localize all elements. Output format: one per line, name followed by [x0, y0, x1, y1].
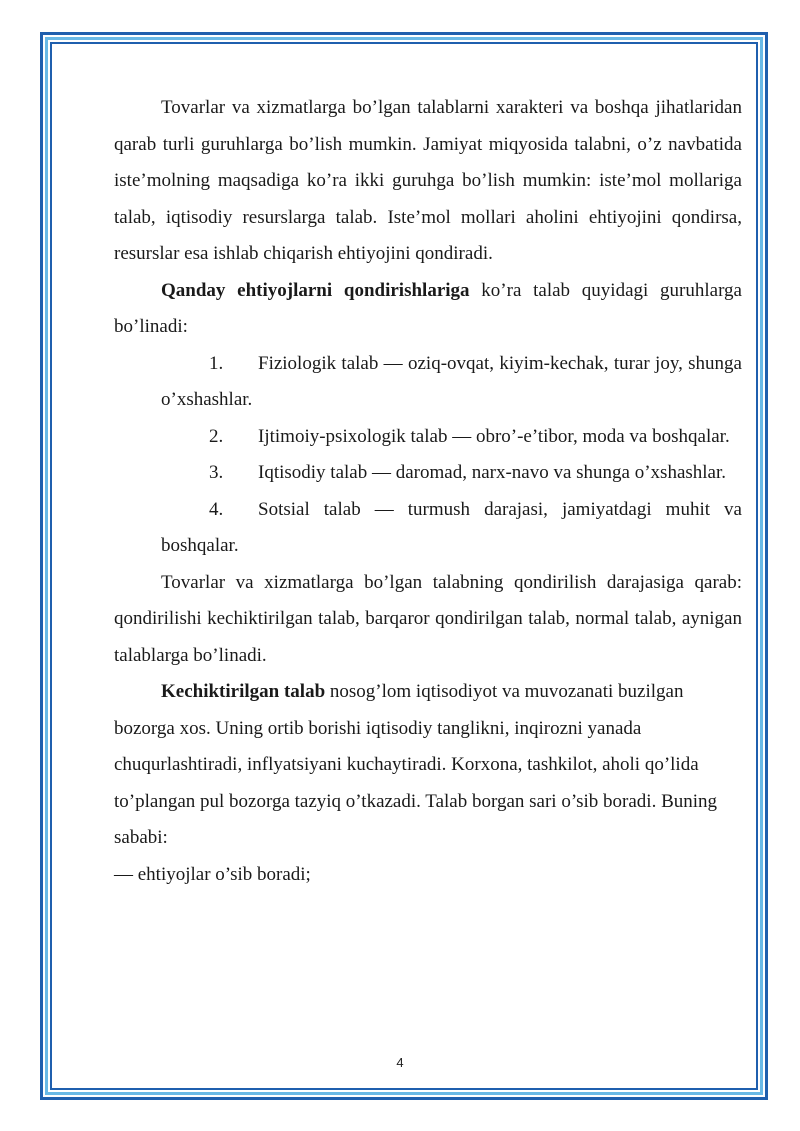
paragraph-demand-groups: Tovarlar va xizmatlarga bo’lgan talablarni xarakteri va boshqa jihatlaridan qarab turli guruhlarga bo’lish mumkin. Jamiyat miqyosida talabni, o’z navbatida iste’molning maqsadiga ko’ra ikki guruhga bo’lish mumkin: iste’mol mollariga talab, iqtisodiy resurslarga talab. Iste’mol mollari aholini ehtiyojini qondirsa, resurslar esa ishlab chiqarish ehtiyojini qondiradi.	[114, 97, 742, 264]
list-item-text: Ijtimoiy-psixologik talab — obro’-e’tibor, moda va boshqalar.	[258, 425, 730, 447]
list-item-text: Iqtisodiy talab — daromad, narx-navo va shunga o’xshashlar.	[258, 462, 727, 483]
paragraph-deferred-demand	[114, 674, 742, 857]
bold-phrase-deferred-demand: Kechiktirilgan talab	[161, 681, 326, 702]
demand-types-list	[114, 346, 742, 565]
list-item	[114, 455, 742, 492]
list-item	[114, 419, 742, 456]
list-item-text: Sotsial talab — turmush darajasi, jamiyatdagi muhit va boshqalar.	[161, 498, 742, 556]
list-item	[114, 346, 742, 419]
paragraph-deferred-demand-rest: nosog’lom iqtisodiyot va muvozanati buzilgan bozorga xos. Uning ortib borishi iqtisodiy tanglikni, inqirozni yanada chuqurlashtiradi, inflyatsiyani kuchaytiradi. Korxona, tashkilot, aholi qo’lida to’plangan pul bozorga tazyiq o’tkazadi. Talab borgan sari o’sib boradi. Buning sababi:	[114, 681, 718, 848]
list-item-number: 1.	[209, 352, 224, 374]
list-item-number: 2.	[209, 425, 224, 447]
paragraph-needs-rest: ko’ra talab quyidagi guruhlarga bo’linadi:	[114, 279, 742, 337]
list-item-number: 3.	[209, 462, 224, 483]
document-body	[114, 90, 742, 893]
list-item	[114, 492, 742, 565]
list-item-text: Fiziologik talab — oziq-ovqat, kiyim-kechak, turar joy, shunga o’xshashlar.	[161, 352, 742, 410]
page-number: 4	[396, 1055, 404, 1070]
bullet-needs-grow: — ehtiyojlar o’sib boradi;	[114, 863, 311, 885]
bold-phrase-needs: Qanday ehtiyojlarni qondirishlariga	[161, 279, 470, 301]
list-item-number: 4.	[209, 498, 224, 520]
paragraph-needs-intro	[114, 273, 742, 346]
paragraph-satisfaction-levels: Tovarlar va xizmatlarga bo’lgan talabning qondirilish darajasiga qarab: qondirilishi kechiktirilgan talab, barqaror qondirilgan talab, normal talab, aynigan talablarga bo’linadi.	[114, 571, 742, 666]
